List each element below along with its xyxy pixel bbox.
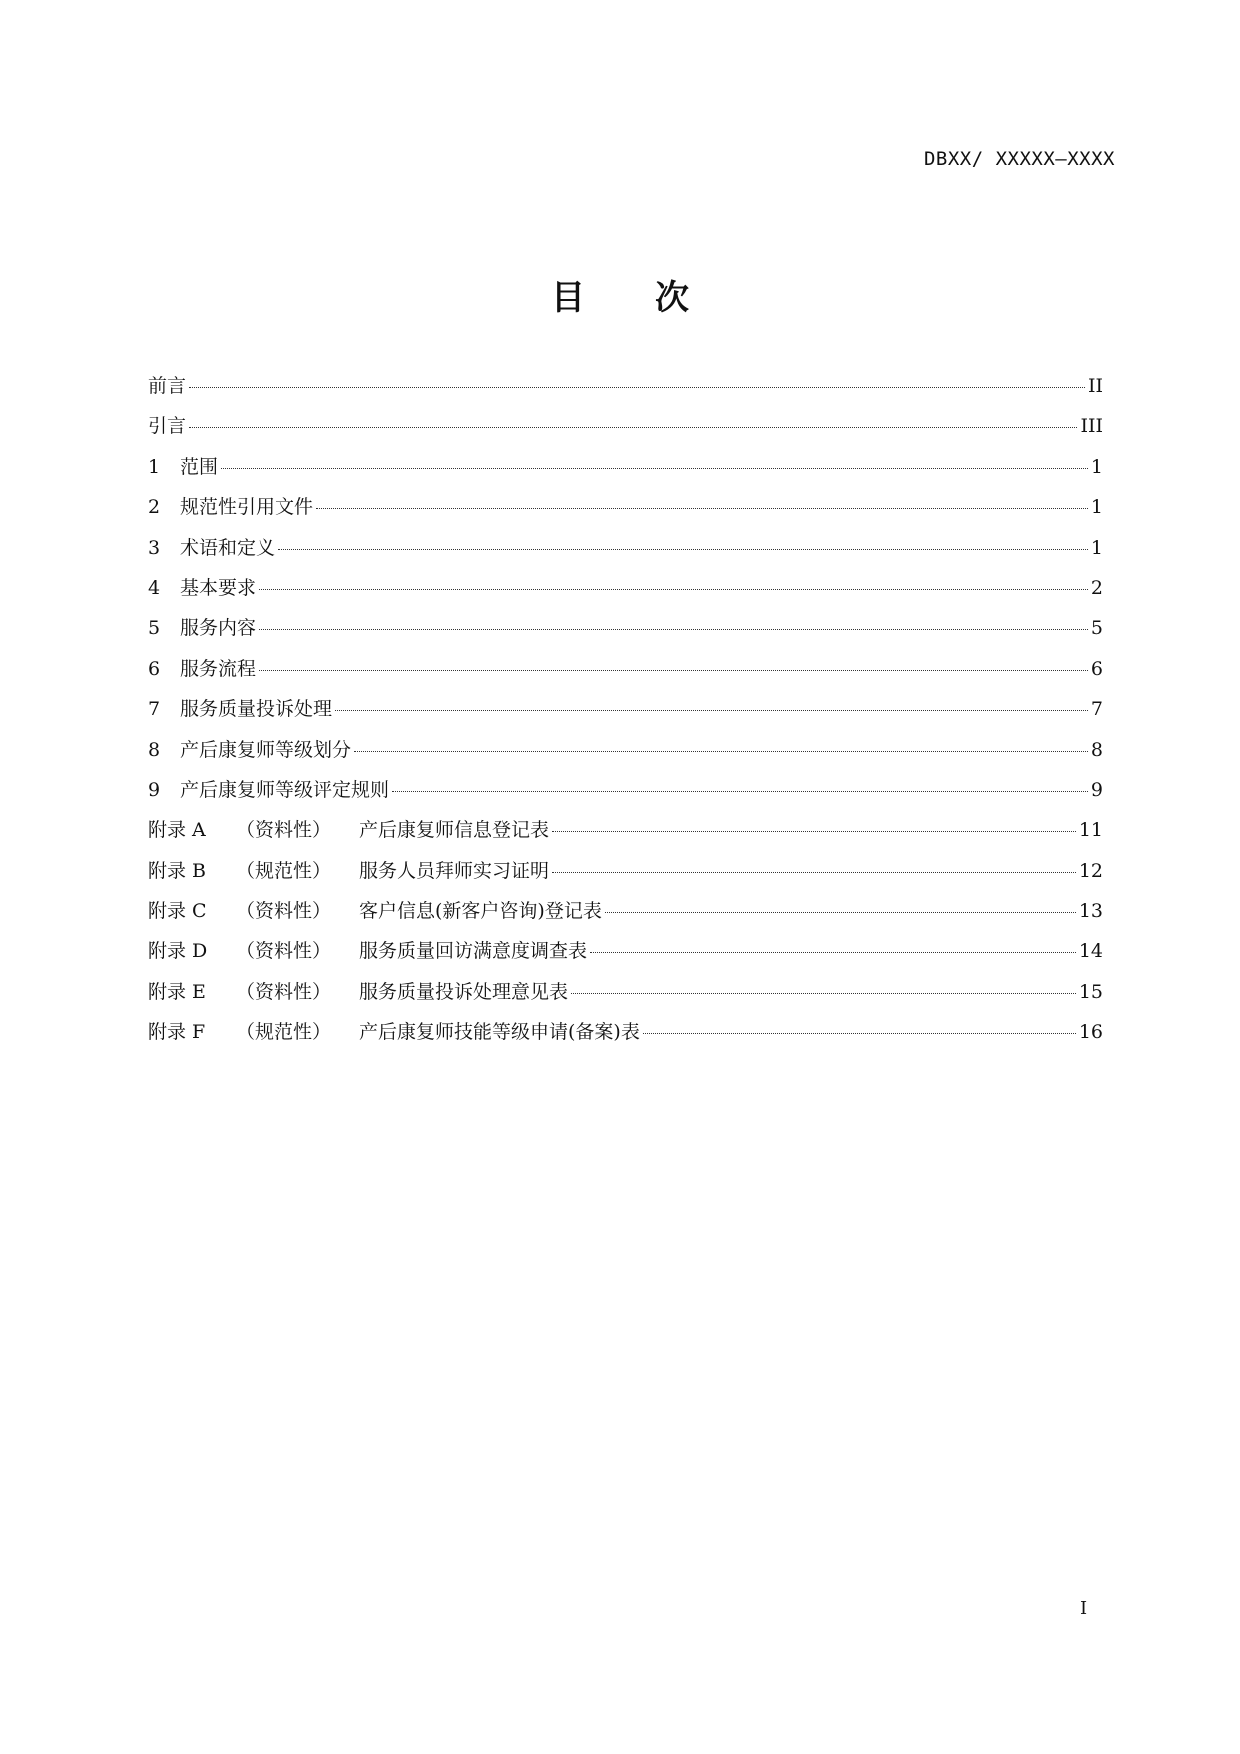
dot-leader bbox=[316, 508, 1088, 509]
toc-entry-number: 9 bbox=[148, 778, 161, 801]
dot-leader bbox=[259, 629, 1088, 630]
title-char-1: 目 bbox=[551, 278, 585, 318]
toc-entry-page: 11 bbox=[1078, 819, 1103, 842]
toc-entry-page: 7 bbox=[1090, 698, 1103, 721]
toc-entry-annex[interactable] bbox=[148, 977, 1103, 1017]
toc-entry-page: 16 bbox=[1078, 1021, 1103, 1044]
annex-id: 附录 C bbox=[148, 900, 207, 923]
toc-entry-page: 15 bbox=[1078, 980, 1103, 1003]
toc-entry-page: 5 bbox=[1090, 617, 1103, 640]
toc-entry-number: 7 bbox=[148, 698, 161, 721]
page-title bbox=[0, 270, 1240, 319]
toc-entry-label: 服务质量投诉处理 bbox=[180, 698, 333, 721]
toc-entry-label: 产后康复师等级评定规则 bbox=[180, 778, 390, 801]
toc-entry-label: 产后康复师技能等级申请(备案)表 bbox=[359, 1021, 640, 1044]
toc-entry-number: 4 bbox=[148, 576, 161, 599]
dot-leader bbox=[335, 710, 1088, 711]
dot-leader bbox=[354, 751, 1088, 752]
toc-entry-label: 规范性引用文件 bbox=[180, 496, 314, 519]
toc-entry-chapter[interactable] bbox=[148, 492, 1103, 532]
annex-id: 附录 E bbox=[148, 980, 206, 1003]
toc-entry-page: 1 bbox=[1090, 496, 1103, 519]
toc-entry-annex[interactable] bbox=[148, 815, 1103, 855]
toc-entry-annex[interactable] bbox=[148, 856, 1103, 896]
toc-entry-label: 前言 bbox=[148, 375, 187, 397]
toc-entry-page: 6 bbox=[1090, 657, 1103, 680]
document-code: DBXX/ XXXXX—XXXX bbox=[923, 148, 1115, 170]
annex-type: （资料性） bbox=[236, 940, 332, 963]
toc-entry-page: III bbox=[1080, 415, 1103, 438]
toc-entry-label: 产后康复师信息登记表 bbox=[359, 819, 550, 842]
toc-entry-page: 1 bbox=[1090, 455, 1103, 478]
annex-id: 附录 A bbox=[148, 819, 206, 842]
annex-type: （资料性） bbox=[236, 900, 332, 923]
toc-entry-label: 范围 bbox=[180, 455, 219, 478]
toc-entry-label: 服务质量回访满意度调查表 bbox=[359, 940, 588, 963]
toc-entry-number: 2 bbox=[148, 496, 161, 519]
annex-type: （规范性） bbox=[236, 1021, 332, 1044]
toc-entry-page: 14 bbox=[1078, 940, 1103, 963]
toc-entry-chapter[interactable] bbox=[148, 735, 1103, 775]
dot-leader bbox=[590, 952, 1076, 953]
toc-entry-annex[interactable] bbox=[148, 1017, 1103, 1057]
toc-entry-label: 服务人员拜师实习证明 bbox=[359, 859, 550, 882]
toc-entry-chapter[interactable] bbox=[148, 654, 1103, 694]
annex-id: 附录 D bbox=[148, 940, 208, 963]
table-of-contents bbox=[148, 371, 1103, 1058]
toc-entry-page: 12 bbox=[1078, 859, 1103, 882]
dot-leader bbox=[221, 468, 1088, 469]
dot-leader bbox=[552, 831, 1076, 832]
toc-entry-number: 8 bbox=[148, 738, 161, 761]
toc-entry-label: 服务内容 bbox=[180, 617, 257, 640]
toc-entry-chapter[interactable] bbox=[148, 452, 1103, 492]
annex-id: 附录 B bbox=[148, 859, 207, 882]
toc-entry-label: 引言 bbox=[148, 415, 187, 438]
toc-entry-chapter[interactable] bbox=[148, 775, 1103, 815]
toc-entry-chapter[interactable] bbox=[148, 694, 1103, 734]
toc-entry-chapter[interactable] bbox=[148, 533, 1103, 573]
annex-type: （规范性） bbox=[236, 859, 332, 882]
page-number: I bbox=[1080, 1598, 1088, 1619]
dot-leader bbox=[605, 912, 1076, 913]
toc-entry-label: 服务流程 bbox=[180, 657, 257, 680]
dot-leader bbox=[189, 387, 1085, 388]
annex-type: （资料性） bbox=[236, 819, 332, 842]
toc-entry-number: 5 bbox=[148, 617, 161, 640]
dot-leader bbox=[392, 791, 1088, 792]
dot-leader bbox=[552, 872, 1076, 873]
dot-leader bbox=[643, 1033, 1076, 1034]
title-char-2: 次 bbox=[655, 278, 689, 318]
toc-entry-number: 3 bbox=[148, 536, 161, 559]
toc-entry-number: 6 bbox=[148, 657, 161, 680]
toc-entry-page: 8 bbox=[1090, 738, 1103, 761]
toc-entry-label: 基本要求 bbox=[180, 576, 257, 599]
annex-id: 附录 F bbox=[148, 1021, 206, 1044]
annex-type: （资料性） bbox=[236, 980, 332, 1003]
toc-entry-introduction[interactable] bbox=[148, 411, 1103, 451]
toc-entry-label: 服务质量投诉处理意见表 bbox=[359, 980, 569, 1003]
toc-entry-annex[interactable] bbox=[148, 936, 1103, 976]
toc-entry-page: II bbox=[1087, 375, 1103, 397]
dot-leader bbox=[259, 670, 1088, 671]
toc-entry-annex[interactable] bbox=[148, 896, 1103, 936]
toc-entry-page: 2 bbox=[1090, 576, 1103, 599]
toc-entry-label: 客户信息(新客户咨询)登记表 bbox=[359, 900, 602, 923]
toc-entry-label: 术语和定义 bbox=[180, 536, 276, 559]
toc-entry-chapter[interactable] bbox=[148, 613, 1103, 653]
toc-entry-page: 13 bbox=[1078, 900, 1103, 923]
dot-leader bbox=[278, 549, 1088, 550]
dot-leader bbox=[189, 427, 1077, 428]
toc-entry-chapter[interactable] bbox=[148, 573, 1103, 613]
dot-leader bbox=[571, 993, 1076, 994]
dot-leader bbox=[259, 589, 1088, 590]
toc-entry-label: 产后康复师等级划分 bbox=[180, 738, 352, 761]
toc-entry-page: 1 bbox=[1090, 536, 1103, 559]
toc-entry-foreword[interactable] bbox=[148, 371, 1103, 411]
toc-entry-page: 9 bbox=[1090, 778, 1103, 801]
toc-entry-number: 1 bbox=[148, 455, 161, 478]
